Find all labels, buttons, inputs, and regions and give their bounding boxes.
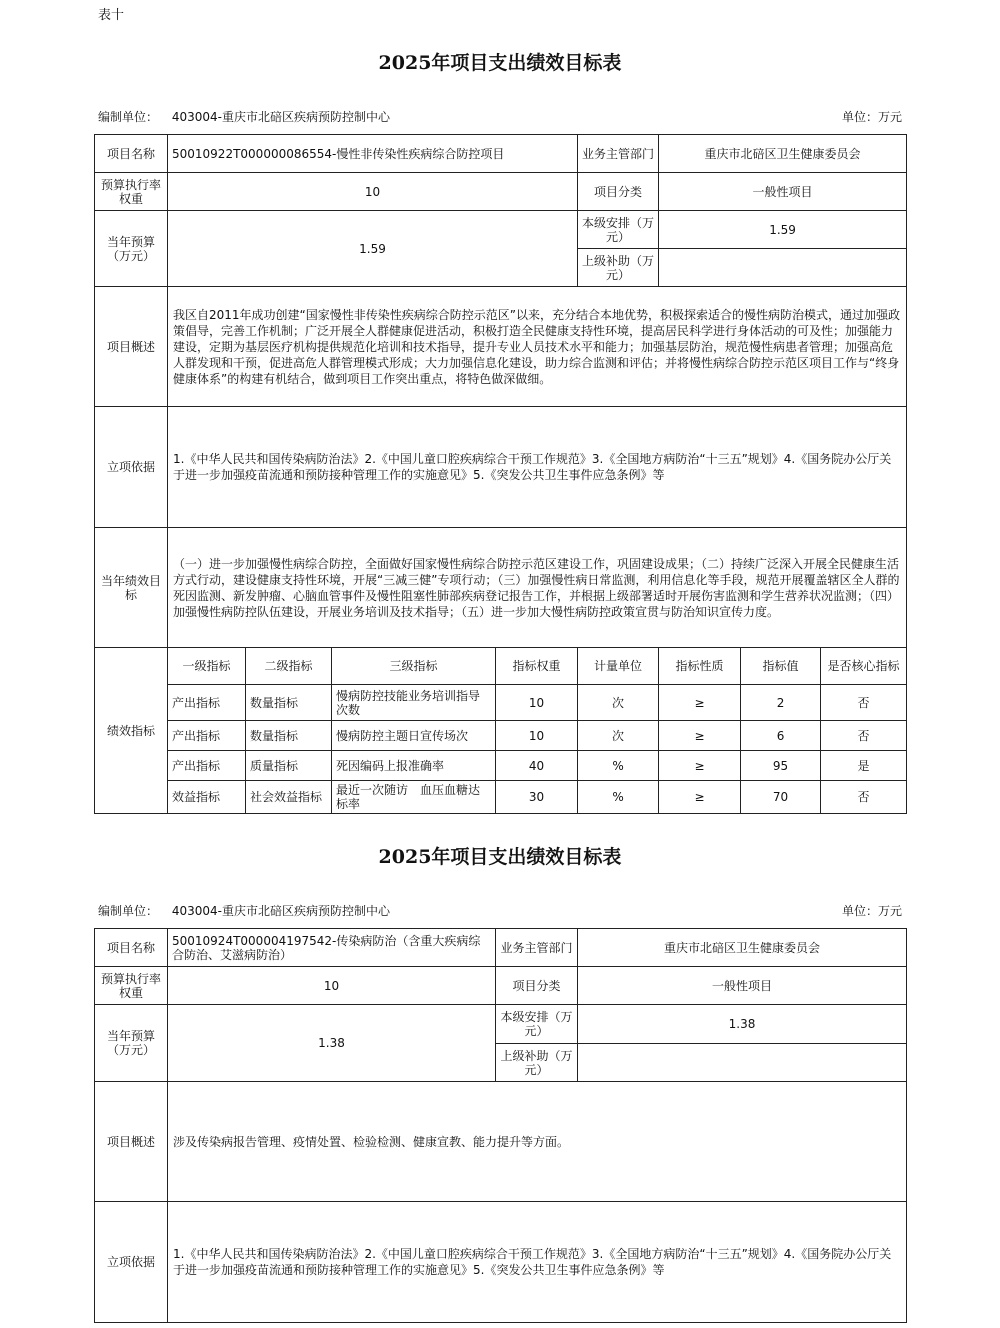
- indicator-header: 是否核心指标: [821, 648, 907, 685]
- category-label: 项目分类: [578, 173, 659, 211]
- upper-label: 上级补助（万元）: [496, 1044, 578, 1082]
- overview-label: 项目概述: [95, 1082, 168, 1202]
- cell: 10: [496, 685, 578, 721]
- cell: 否: [821, 721, 907, 751]
- basis-text: 1.《中华人民共和国传染病防治法》2.《中国儿童口腔疾病综合干预工作规范》3.《全国地方病防治“十三五”规划》4.《国务院办公厅关于进一步加强疫苗流通和预防接种管理工作的实施意见》5.《突发公共卫生事件应急条例》等: [168, 1202, 907, 1323]
- cell: 95: [741, 751, 821, 781]
- indicator-header: 计量单位: [578, 648, 659, 685]
- table-row: [95, 685, 907, 721]
- local-label: 本级安排（万元）: [496, 1005, 578, 1044]
- indicators-label: 绩效指标: [95, 648, 168, 814]
- basis-label: 立项依据: [95, 1202, 168, 1323]
- cell: 70: [741, 781, 821, 814]
- cell: 慢病防控主题日宣传场次: [332, 721, 496, 751]
- table2-main: [94, 928, 907, 1323]
- table-row: [95, 721, 907, 751]
- cell: ≥: [659, 685, 741, 721]
- unit-label: 单位：万元: [841, 110, 902, 124]
- cell: 否: [821, 685, 907, 721]
- project-name: 50010922T000000086554-慢性非传染性疾病综合防控项目: [168, 135, 578, 173]
- table-row: [95, 781, 907, 814]
- indicator-header: 指标值: [741, 648, 821, 685]
- upper-value: [578, 1044, 907, 1082]
- cell: 数量指标: [246, 685, 332, 721]
- local-value: 1.38: [578, 1005, 907, 1044]
- overview-text: 我区自2011年成功创建“国家慢性非传染性疾病综合防控示范区”以来，充分结合本地优势，积极探索适合的慢性病防治模式，通过加强政策倡导，完善工作机制；广泛开展全人群健康促进活动，积极打造全民健康支持性环境，提高居民科学进行身体活动的可及性；加强能力建设，定期为基层医疗机构提供规范化培训和技术指导，提升专业人员技术水平和能力；加强基层防治，规范慢性病患者管理；加强高危人群发现和干预，促进高危人群管理模式形成；大力加强信息化建设，助力综合监测和评估；并将慢性病综合防控示范区项目工作与“终身健康体系”的构建有机结合，做到项目工作突出重点，将特色做深做细。: [168, 287, 907, 407]
- prepared-by-label: 编制单位：: [98, 110, 159, 124]
- cell: 质量指标: [246, 751, 332, 781]
- cell: 40: [496, 751, 578, 781]
- goal-text: （一）进一步加强慢性病综合防控，全面做好国家慢性病综合防控示范区建设工作，巩固建设成果；（二）持续广泛深入开展全民健康生活方式行动，建设健康支持性环境，开展“三减三健”专项行动；（三）加强慢性病日常监测，利用信息化等手段，规范开展覆盖辖区全人群的死因监测、新发肿瘤、心脑血管事件及慢性阻塞性肺部疾病登记报告工作，并根据上级部署适时开展伤害监测和学生营养状况监测；（四）加强慢性病防控队伍建设，开展业务培训及技术指导；（五）进一步加大慢性病防控政策宣贯与防治知识宣传力度。: [168, 528, 907, 648]
- table-number-label: 表十: [98, 8, 125, 23]
- unit-label: 单位：万元: [841, 904, 902, 918]
- table1-main: [94, 134, 907, 814]
- upper-value: [659, 249, 907, 287]
- table2-title: 2025年项目支出绩效目标表: [378, 846, 622, 868]
- cell: 社会效益指标: [246, 781, 332, 814]
- local-value: 1.59: [659, 211, 907, 249]
- prepared-by-label: 编制单位：: [98, 904, 159, 918]
- cell: 产出指标: [168, 751, 246, 781]
- cell: 最近一次随访 血压血糖达标率: [332, 781, 496, 814]
- cell: 死因编码上报准确率: [332, 751, 496, 781]
- overview-label: 项目概述: [95, 287, 168, 407]
- project-name-label: 项目名称: [95, 135, 168, 173]
- table1-title: 2025年项目支出绩效目标表: [378, 52, 622, 74]
- upper-label: 上级补助（万元）: [578, 249, 659, 287]
- cell: %: [578, 781, 659, 814]
- cell: 是: [821, 751, 907, 781]
- weight-value: 10: [168, 967, 496, 1005]
- cell: 次: [578, 685, 659, 721]
- dept-value: 重庆市北碚区卫生健康委员会: [578, 929, 907, 967]
- indicator-header: 三级指标: [332, 648, 496, 685]
- dept-label: 业务主管部门: [578, 135, 659, 173]
- local-label: 本级安排（万元）: [578, 211, 659, 249]
- cell: 效益指标: [168, 781, 246, 814]
- cell: 2: [741, 685, 821, 721]
- cell: 产出指标: [168, 685, 246, 721]
- cell: ≥: [659, 751, 741, 781]
- prepared-by: 403004-重庆市北碚区疾病预防控制中心: [171, 904, 390, 918]
- table2-meta: [98, 902, 904, 919]
- weight-label: 预算执行率权重: [95, 967, 168, 1005]
- overview-text: 涉及传染病报告管理、疫情处置、检验检测、健康宣教、能力提升等方面。: [168, 1082, 907, 1202]
- cell: 否: [821, 781, 907, 814]
- weight-label: 预算执行率权重: [95, 173, 168, 211]
- cell: 产出指标: [168, 721, 246, 751]
- cell: 10: [496, 721, 578, 751]
- cell: 30: [496, 781, 578, 814]
- table1-meta: [98, 108, 904, 125]
- weight-value: 10: [168, 173, 578, 211]
- cell: ≥: [659, 721, 741, 751]
- dept-value: 重庆市北碚区卫生健康委员会: [659, 135, 907, 173]
- indicator-header: 指标性质: [659, 648, 741, 685]
- indicator-header: 一级指标: [168, 648, 246, 685]
- budget-label: 当年预算（万元）: [95, 211, 168, 287]
- table-row: [95, 751, 907, 781]
- dept-label: 业务主管部门: [496, 929, 578, 967]
- prepared-by: 403004-重庆市北碚区疾病预防控制中心: [171, 110, 390, 124]
- project-name: 50010924T000004197542-传染病防治（含重大疾病综合防治、艾滋病防治）: [168, 929, 496, 967]
- budget-value: 1.38: [168, 1005, 496, 1082]
- goal-label: 当年绩效目标: [95, 528, 168, 648]
- indicator-header: 二级指标: [246, 648, 332, 685]
- project-name-label: 项目名称: [95, 929, 168, 967]
- category-value: 一般性项目: [659, 173, 907, 211]
- budget-value: 1.59: [168, 211, 578, 287]
- category-label: 项目分类: [496, 967, 578, 1005]
- cell: 慢病防控技能业务培训指导次数: [332, 685, 496, 721]
- basis-text: 1.《中华人民共和国传染病防治法》2.《中国儿童口腔疾病综合干预工作规范》3.《全国地方病防治“十三五”规划》4.《国务院办公厅关于进一步加强疫苗流通和预防接种管理工作的实施意见》5.《突发公共卫生事件应急条例》等: [168, 407, 907, 528]
- cell: ≥: [659, 781, 741, 814]
- cell: 6: [741, 721, 821, 751]
- indicator-header: 指标权重: [496, 648, 578, 685]
- cell: 次: [578, 721, 659, 751]
- basis-label: 立项依据: [95, 407, 168, 528]
- budget-label: 当年预算（万元）: [95, 1005, 168, 1082]
- category-value: 一般性项目: [578, 967, 907, 1005]
- cell: 数量指标: [246, 721, 332, 751]
- cell: %: [578, 751, 659, 781]
